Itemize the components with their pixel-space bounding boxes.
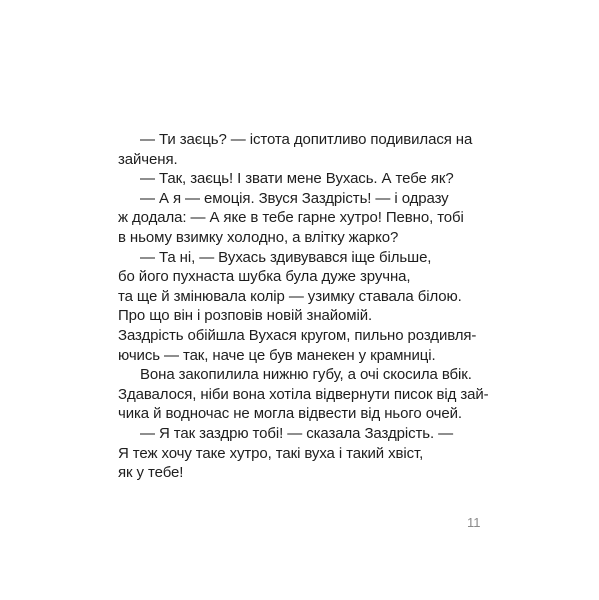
text-line: Вона закопилила нижню губу, а очі скосила вбік.	[140, 366, 472, 384]
text-line: в ньому взимку холодно, а влітку жарко?	[118, 228, 399, 246]
text-line: — А я — емоція. Звуся Заздрість! — і одразу	[140, 189, 449, 207]
text-line: — Ти заєць? — істота допитливо подивилася на	[140, 131, 473, 148]
story-text	[118, 130, 489, 483]
text-line: бо його пухнаста шубка була дуже зручна,	[118, 268, 411, 286]
text-line: — Так, заєць! І звати мене Вухась. А тебе як?	[140, 170, 454, 188]
text-line: Я теж хочу таке хутро, такі вуха і такий хвіст,	[118, 444, 424, 462]
text-line: зайченя.	[118, 150, 178, 168]
text-line: — Та ні, — Вухась здивувався іще більше,	[140, 248, 432, 266]
text-line: — Я так заздрю тобі! — сказала Заздрість. —	[140, 424, 454, 442]
text-line: як у тебе!	[118, 464, 184, 482]
text-line: Заздрість обійшла Вухася кругом, пильно роздивля-	[118, 326, 477, 344]
text-line: Здавалося, ніби вона хотіла відвернути писок від зай-	[118, 385, 489, 403]
text-line: та ще й змінювала колір — узимку ставала білою.	[118, 287, 462, 305]
text-line: ж додала: — А яке в тебе гарне хутро! Певно, тобі	[118, 209, 464, 227]
text-line: Про що він і розповів новій знайомій.	[118, 307, 373, 325]
text-line: чика й водночас не могла відвести від нього очей.	[118, 405, 462, 423]
text-line: ючись — так, наче це був манекен у крамниці.	[118, 346, 436, 364]
page-number: 11	[467, 515, 481, 530]
